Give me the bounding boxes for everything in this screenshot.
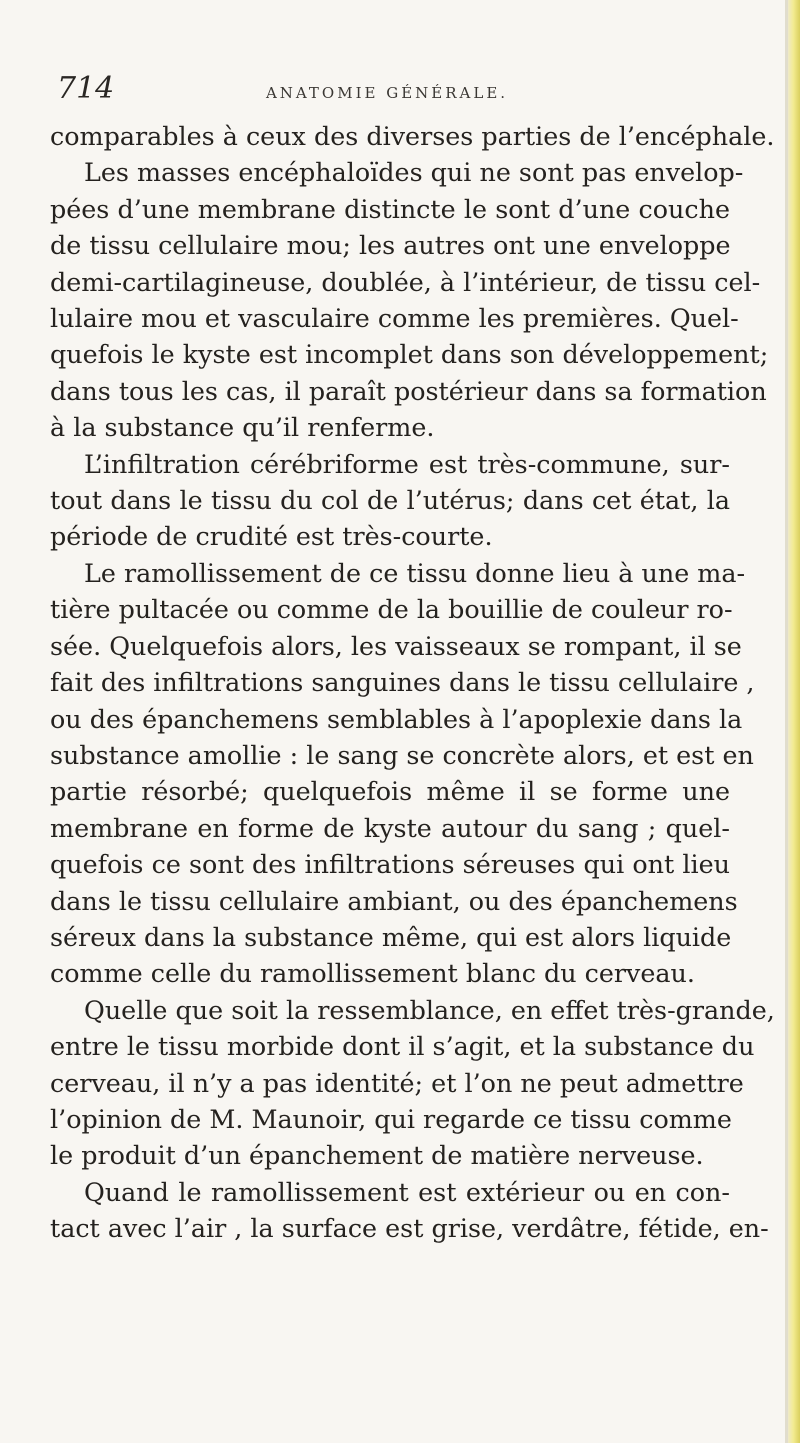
text-line: cerveau, il n’y a pas identité; et l’on ne peut admettre	[50, 1067, 744, 1098]
text-line: sée. Quelquefois alors, les vaisseaux se rompant, il se	[50, 630, 742, 661]
text-line: tière pultacée ou comme de la bouillie de couleur ro-	[50, 594, 733, 625]
text-line: entre le tissu morbide dont il s’agit, et la substance du	[50, 1031, 755, 1062]
text-line: L’infiltration cérébriforme est très-commune, sur-	[84, 448, 730, 479]
text-line: tact avec l’air , la surface est grise, verdâtre, fétide, en-	[50, 1213, 769, 1244]
text-line: demi-cartilagineuse, doublée, à l’intérieur, de tissu cel-	[50, 266, 761, 297]
page-header	[57, 72, 717, 112]
text-line: de tissu cellulaire mou; les autres ont une enveloppe	[50, 230, 731, 261]
text-line: dans le tissu cellulaire ambiant, ou des épanchemens	[50, 885, 738, 916]
text-line: ou des épanchemens semblables à l’apoplexie dans la	[50, 703, 743, 734]
text-line: séreux dans la substance même, qui est alors liquide	[50, 921, 732, 952]
text-line: lulaire mou et vasculaire comme les premières. Quel-	[50, 303, 739, 334]
text-line: pées d’une membrane distincte le sont d’une couche	[50, 193, 730, 224]
body-text	[50, 118, 775, 1247]
running-head: ANATOMIE GÉNÉRALE.	[265, 84, 509, 102]
text-line: quefois le kyste est incomplet dans son développement;	[50, 339, 769, 370]
text-line: dans tous les cas, il paraît postérieur dans sa formation	[50, 375, 767, 406]
text-line: partie résorbé; quelquefois même il se forme une	[50, 776, 730, 807]
text-line: quefois ce sont des infiltrations séreuses qui ont lieu	[50, 849, 730, 880]
text-line: l’opinion de M. Maunoir, qui regarde ce tissu comme	[50, 1103, 732, 1134]
text-line: fait des infiltrations sanguines dans le tissu cellulaire ,	[50, 667, 755, 698]
text-line: comme celle du ramollissement blanc du cerveau.	[50, 958, 695, 989]
text-line: substance amollie : le sang se concrète alors, et est en	[50, 739, 754, 770]
text-line: Le ramollissement de ce tissu donne lieu à une ma-	[84, 557, 746, 588]
text-line: Quand le ramollissement est extérieur ou en con-	[84, 1176, 730, 1207]
text-line: période de crudité est très-courte.	[50, 521, 493, 552]
text-line: membrane en forme de kyste autour du sang ; quel-	[50, 812, 730, 843]
text-line: Les masses encéphaloïdes qui ne sont pas envelop-	[84, 157, 744, 188]
text-line: le produit d’un épanchement de matière nerveuse.	[50, 1140, 704, 1171]
text-line: comparables à ceux des diverses parties de l’encéphale.	[50, 121, 775, 151]
page-number: 714	[57, 71, 115, 106]
text-line: tout dans le tissu du col de l’utérus; dans cet état, la	[50, 485, 730, 516]
text-line: Quelle que soit la ressemblance, en effet très-grande,	[84, 994, 775, 1025]
page-edge	[788, 0, 800, 1443]
text-line: à la substance qu’il renferme.	[50, 412, 435, 443]
